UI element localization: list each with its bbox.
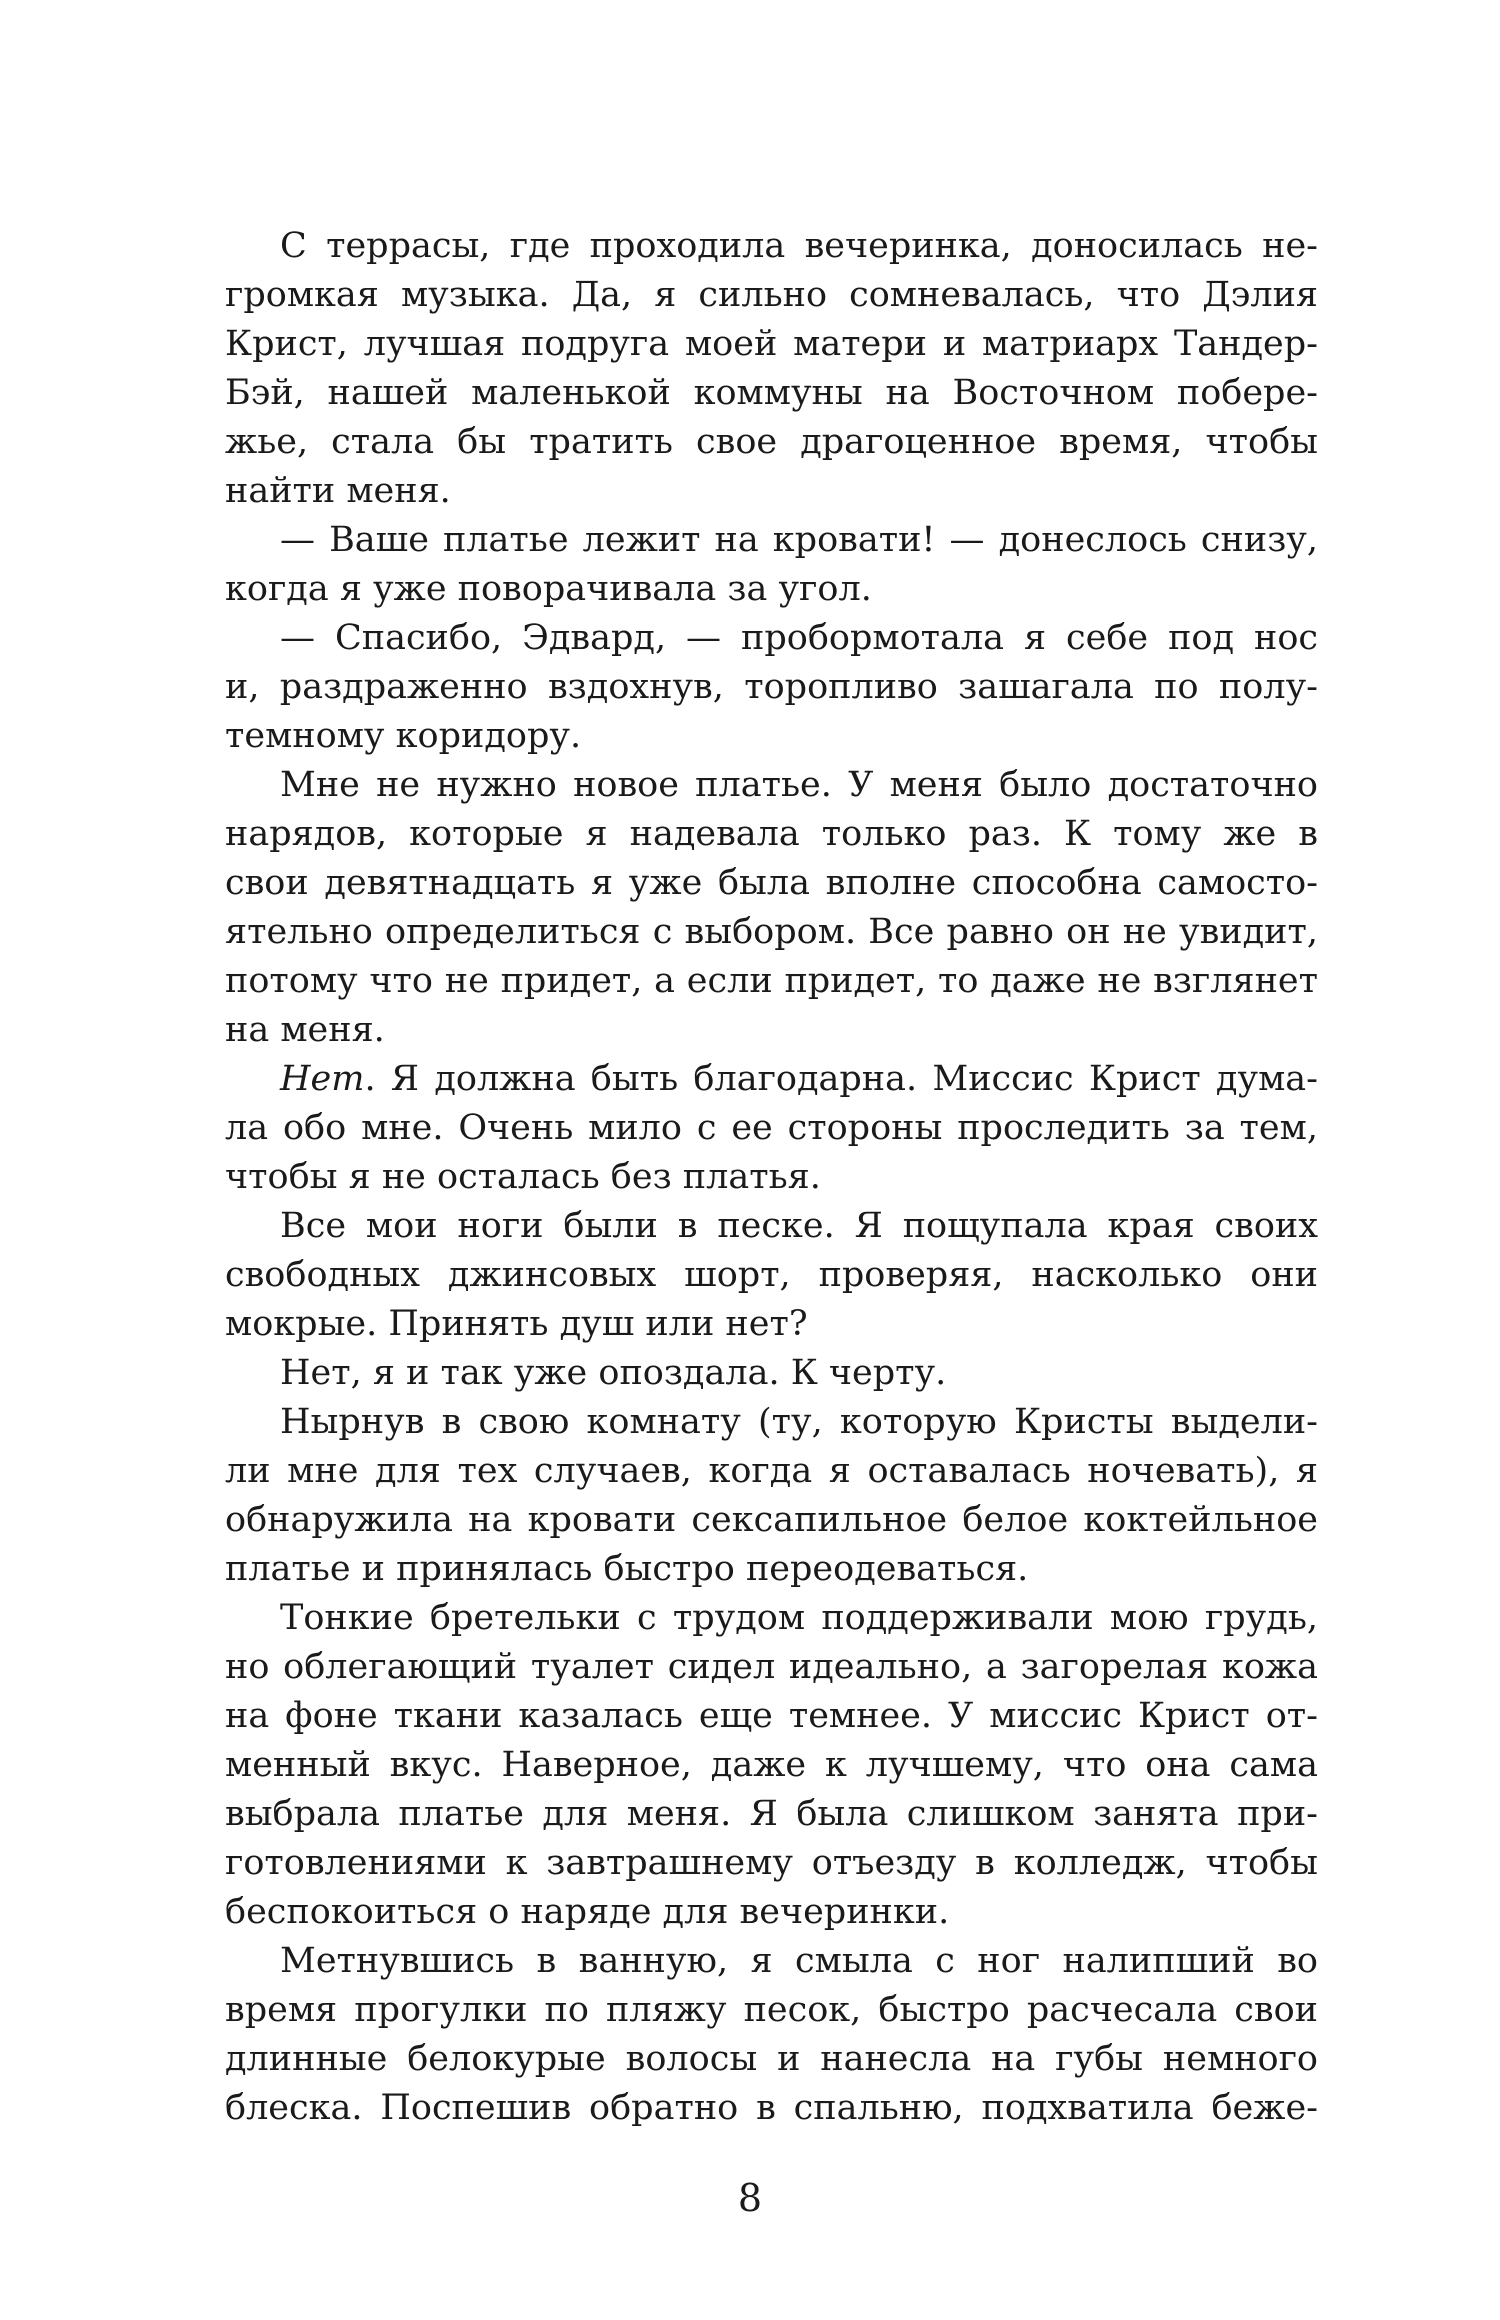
text-line: Все мои ноги были в песке. Я пощупала края своих [280, 1206, 1318, 1246]
text-line: чтобы я не осталась без платья. [225, 1157, 821, 1197]
text-line: и, раздраженно вздохнув, торопливо зашагала по полу- [225, 667, 1318, 707]
text-line: ла обо мне. Очень мило с ее стороны проследить за тем, [225, 1108, 1318, 1148]
text-line: Метнувшись в ванную, я смыла с ног налипший во [280, 1941, 1318, 1981]
italic-word: Нет [280, 1059, 365, 1099]
text-line-with-italic [225, 1055, 1318, 1104]
text-line: — Ваше платье лежит на кровати! — донеслось снизу, [280, 520, 1318, 560]
text-line: платье и принялась быстро переодеваться. [225, 1549, 1029, 1589]
text-line: на меня. [225, 1010, 385, 1050]
text-line: Нырнув в свою комнату (ту, которую Кристы выдели- [280, 1402, 1318, 1442]
text-line: потому что не придет, а если придет, то даже не взглянет [225, 961, 1318, 1001]
text-line: выбрала платье для меня. Я была слишком занята при- [225, 1794, 1318, 1834]
text-line: — Спасибо, Эдвард, — пробормотала я себе под нос [280, 618, 1318, 658]
text-line: когда я уже поворачивала за угол. [225, 569, 872, 609]
text-line: готовлениями к завтрашнему отъезду в колледж, чтобы [225, 1843, 1318, 1883]
text-line: найти меня. [225, 471, 451, 511]
text-line: Нет, я и так уже опоздала. К черту. [280, 1353, 947, 1393]
text-line: время прогулки по пляжу песок, быстро расчесала свои [225, 1990, 1318, 2030]
text-line: свободных джинсовых шорт, проверяя, насколько они [225, 1255, 1318, 1295]
text-line: блеска. Поспешив обратно в спальню, подхватила беже- [225, 2088, 1318, 2128]
text-line: ятельно определиться с выбором. Все равно он не увидит, [225, 912, 1318, 952]
text-line: на фоне ткани казалась еще темнее. У миссис Крист от- [225, 1696, 1318, 1736]
text-line: нарядов, которые я надевала только раз. К тому же в [225, 814, 1318, 854]
text-line: С террасы, где проходила вечеринка, доносилась не- [280, 226, 1318, 266]
text-line: свои девятнадцать я уже была вполне способна самосто- [225, 863, 1318, 903]
text-line: жье, стала бы тратить свое драгоценное время, чтобы [225, 422, 1318, 462]
text-line: беспокоиться о наряде для вечеринки. [225, 1892, 950, 1932]
text-line: Мне не нужно новое платье. У меня было достаточно [280, 765, 1318, 805]
text-line: ли мне для тех случаев, когда я оставалась ночевать), я [225, 1451, 1318, 1491]
text-line: громкая музыка. Да, я сильно сомневалась, что Дэлия [225, 275, 1318, 315]
body-text [225, 222, 1318, 2133]
text-line: менный вкус. Наверное, даже к лучшему, что она сама [225, 1745, 1318, 1785]
text-line: мокрые. Принять душ или нет? [225, 1304, 808, 1344]
text-line: темному коридору. [225, 716, 582, 756]
text-line: длинные белокурые волосы и нанесла на губы немного [225, 2039, 1318, 2079]
text-line-rest: . Я должна быть благодарна. Миссис Крист дума- [364, 1059, 1318, 1099]
text-line: но облегающий туалет сидел идеально, а загорелая кожа [225, 1647, 1318, 1687]
text-line: Крист, лучшая подруга моей матери и матриарх Тандер- [225, 324, 1318, 364]
page-number: 8 [737, 2176, 763, 2220]
text-line: Тонкие бретельки с трудом поддерживали мою грудь, [280, 1598, 1318, 1638]
text-line: Бэй, нашей маленькой коммуны на Восточном побере- [225, 373, 1318, 413]
text-line: обнаружила на кровати сексапильное белое коктейльное [225, 1500, 1318, 1540]
